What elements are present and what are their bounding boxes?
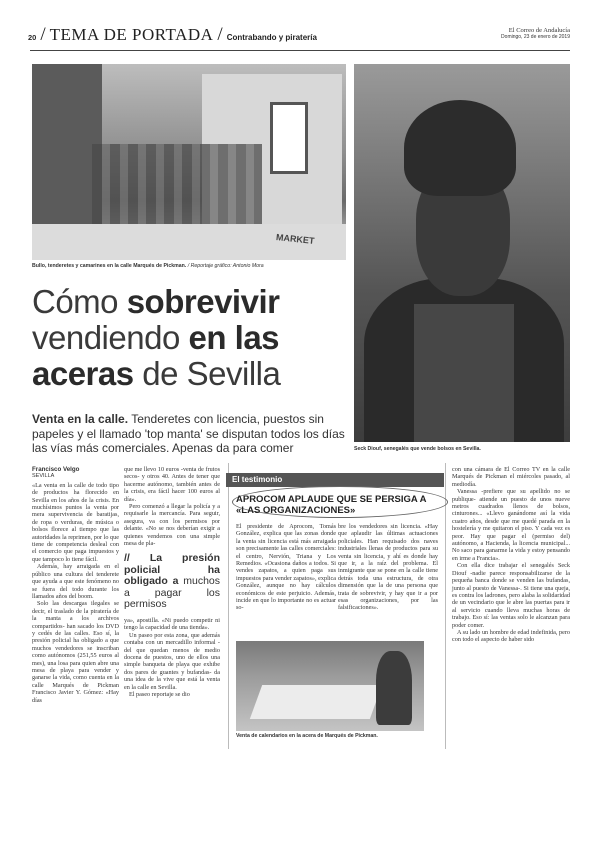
paragraph: Vanessa -prefiere que su apellido no se publique- atiende un puesto de unos nueve metros cuadrados llenos de bolsos, cinturones... «Llevo ganándome así la vida cuatro años, desde que me quedé parada en la hostelería y me quitaron el piso. Y cada vez es peor. Hay que pagar el (permiso del) autónomo, a Hacienda, la licencia municipal... No saco para ganarme la vida y estoy pensando en irme a Francia». [452, 488, 570, 562]
headline-word: Cómo [32, 283, 119, 320]
byline-place: SEVILLA [32, 473, 55, 480]
section-title: TEMA DE PORTADA [49, 25, 214, 44]
paragraph: bre los vendedores sin licencia. «Hay que aplaudir las últimas actuaciones policiales. Han requisado dos naves industriales llenas de productos para su venta sin licencia, y ahí es donde hay que ir, a la raíz del problema. El inmigrante que se pone en la calle tiene detrás toda una estructura, de otra dimensión que la de una persona que trata de sobrevivir, y hay que ir a por esas organizaciones, por las falsificaciones». [338, 523, 438, 612]
main-photo-caption [32, 263, 264, 270]
stall-photo-caption [236, 733, 378, 740]
stall-caption-text: Venta de calendarios en la acera de Marqués de Pickman. [236, 733, 378, 739]
paragraph: ya», apostilla. «Ni puedo competir ni tengo la capacidad de una tienda». [124, 616, 220, 632]
pull-quote-line: los permisos [124, 586, 220, 611]
photo-sign [270, 102, 308, 174]
pull-quote-slashes: // [124, 552, 130, 565]
article-column-5 [452, 466, 570, 644]
portrait-caption [354, 446, 481, 453]
testimonio-column-1 [236, 523, 336, 612]
headline-word-bold: sobrevivir [126, 283, 280, 320]
article-column-1 [32, 466, 119, 704]
header-slash: / [40, 24, 46, 45]
subheadline [32, 412, 352, 456]
pull-quote [124, 553, 220, 611]
paragraph: Un paseo por esta zona, que además contaba con un mercadillo informal -del que quedan menos de medio docena de puestos, uno de ellos una simple banqueta de playa que exhibe dos pares de guantes y bufandas- da una idea de la vive que está la venta en la calle en Sevilla. [124, 631, 220, 691]
headline-word-bold: en las [188, 319, 280, 356]
photo-crowd [92, 144, 262, 234]
paragraph: con una cámara de El Correo TV en la calle Marqués de Pickman el miércoles pasado, al mediodía. [452, 466, 570, 488]
page-number: 20 [28, 33, 37, 42]
street-photo [32, 64, 346, 260]
pull-quote-line: obligado a [124, 575, 179, 588]
pull-quote-line: La presión policial ha [124, 552, 220, 576]
paragraph: Pero comenzó a llegar la policía y a requisarle la mercancía. Para seguir, asegura, va con los permisos por delante. «No se nos deberían exigir a quienes vendemos con una simple mesa de pla- [124, 503, 220, 548]
testimonio-column-2 [338, 523, 438, 612]
publication-name: El Correo de Andalucía [508, 27, 570, 34]
photo-hat [404, 100, 516, 196]
headline-word: vendiendo [32, 319, 180, 356]
paragraph: A su lado un hombre de edad indefinida, pero con todo el aspecto de haber sido [452, 628, 570, 644]
pull-quote-line: muchos a pagar [124, 575, 220, 599]
publication-info [420, 28, 570, 40]
photo-stall-table [250, 685, 382, 719]
paragraph: que me llevo 10 euros -venta de frutos secos- y otros 40. Antes de tener que hacerme autónomo, también antes de la crisis, era fácil hacer 100 euros al día». [124, 466, 220, 503]
headline-word-bold: aceras [32, 355, 134, 392]
headline-line-1 [32, 284, 352, 320]
main-caption-credit: / Reportaje gráfico: Antonio Mora [187, 263, 264, 269]
header-slash-2: / [217, 24, 223, 45]
paragraph: Solo las descargas ilegales se decir, el traslado de la piratería de la manta a los archivos compartidos- han sacado los DVD y cedés de las calles. Eso sí, la presión policial ha obligado a que muchos vendedores se inscriban como autónomos (251,55 euros al mes), una losa para quien abre una mesa de playa para vender y ganarse la vida, como cuenta en la calle Marqués de Pickman Francisco Javier Y. Gómez: «Hay días [32, 600, 119, 704]
stall-photo [236, 641, 424, 731]
paragraph: Con ella dice trabajar el senegalés Seck Diouf -nadie parece responsabilizarse de la pequeña banca donde se venden las bufandas, junto al puesto de Vanessa-. Si tiene una queja, es contra los ladrones, pero alaba la solidaridad de un vecindario que le abre las puertas para ir al servicio cuando lleva muchas horas de trabajo. Eso sí: las ventas solo le alcanzan para poder comer. [452, 562, 570, 629]
testimonio-headline: APROCOM APLAUDE QUE SE PERSIGA A «LAS ORGANIZACIONES» [236, 494, 427, 516]
byline-author: Francisco Velgo [32, 466, 80, 473]
publication-date: Domingo, 23 de enero de 2019 [501, 34, 570, 40]
paragraph: El paseo reportaje se dio [129, 691, 190, 699]
main-caption-text: Bullo, tenderetes y camarines en la calle Marqués de Pickman. [32, 263, 187, 269]
paragraph: «La venta en la calle de todo tipo de productos ha florecido en Sevilla en los años de la crisis. En muchísimos puntos la venta por mera supervivencia de baratijas, de ropa o verduras, de música o bolsos florece al tiempo que las autoridades la reprimen, por lo que tiene de competencia desleal con el comercio que paga impuestos y que tampoco lo tiene fácil. [32, 481, 119, 563]
headline [32, 284, 352, 392]
article-column-2 [124, 466, 220, 698]
paragraph: El presidente de Aprocom, Tomás González, explica que las zonas donde la venta sin licencia está más arraigada son precisamente las calles comerciales: el centro, Nervión, Triana y Los Remedios. «Ocasiona daños a todos. Si vendes zapatos, a quien paga sus impuestos para vender zapatos», explica González, aunque no hay cálculos económicos de este perjuicio. Además, incide en que lo importante no es actuar so- [236, 523, 336, 612]
photo-market-text: MARKET [275, 232, 315, 246]
subhead-lead: Venta en la calle. [32, 412, 129, 426]
portrait-caption-text: Seck Diouf, senegalés que vende bolsos en Sevilla. [354, 446, 481, 452]
testimonio-label: El testimonio [232, 475, 283, 484]
photo-coat-front [414, 304, 514, 442]
photo-vendor [376, 651, 412, 725]
subsection-title: Contrabando y piratería [226, 33, 317, 42]
headline-line-2 [32, 320, 352, 356]
subhead-text: Tenderetes con licencia, puestos sin papeles y el llamado 'top manta' se disputan todos los días las vías más comerciales. Apenas da para comer [32, 412, 345, 455]
paragraph: Además, hay arraigada en el público una cultura del tenderete que ayuda a que este fenómeno no se fuera del todo durante los llamados años del boom. [32, 563, 119, 600]
headline-line-3 [32, 356, 352, 392]
header-rule [30, 50, 570, 51]
headline-word: de Sevilla [142, 355, 281, 392]
section-header [28, 24, 317, 46]
portrait-photo [354, 64, 570, 442]
